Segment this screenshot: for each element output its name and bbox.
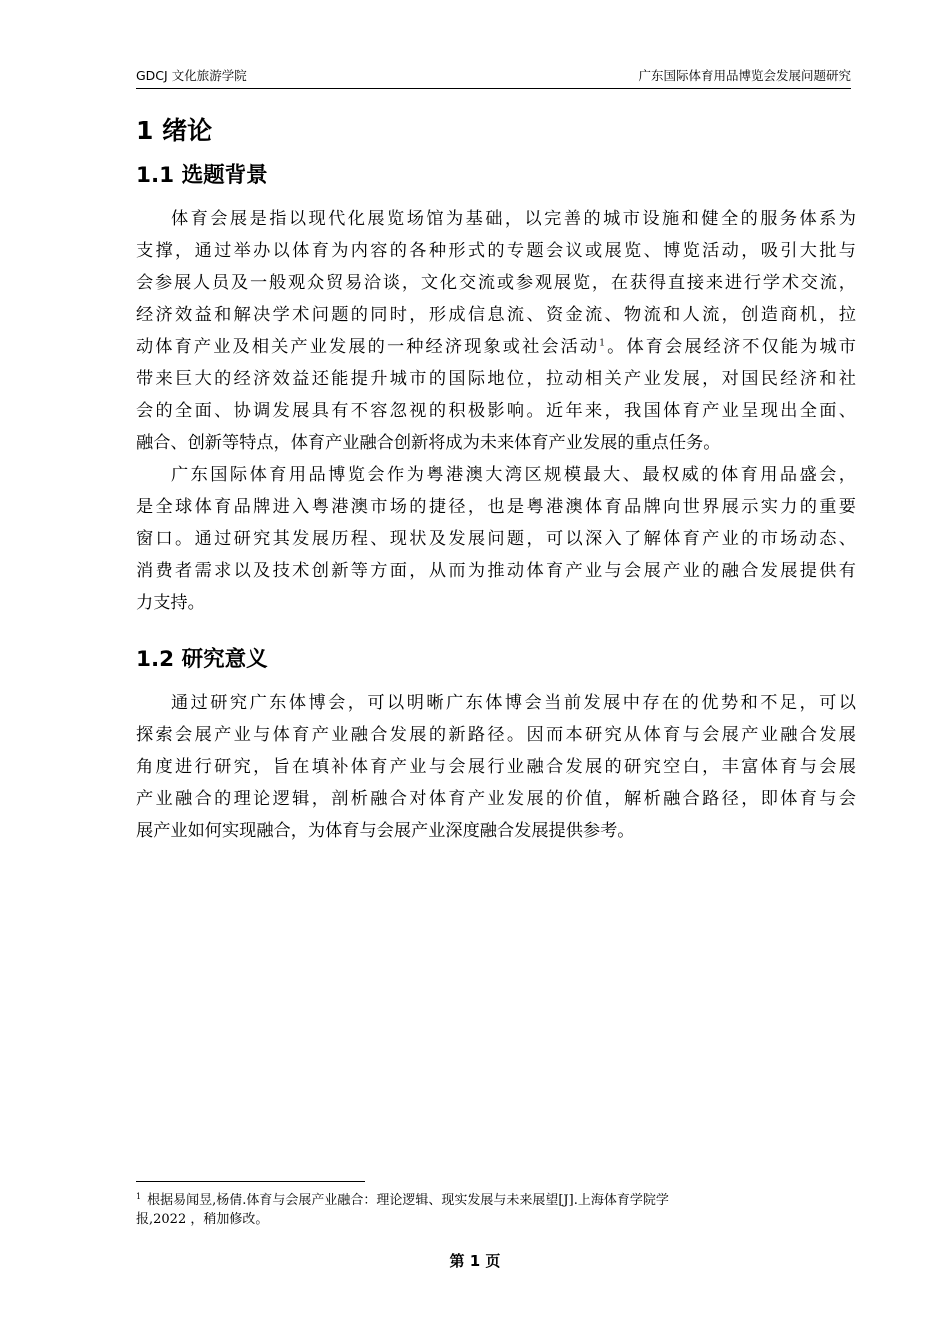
footnote-line [136,1191,851,1210]
footnote [136,1191,851,1229]
paragraph-line: 力支持。 [136,593,205,613]
header-thesis-title: 广东国际体育用品博览会发展问题研究 [638,68,851,83]
paragraph-line: 支撑，通过举办以体育为内容的各种形式的专题会议或展览、博览活动，吸引大批与 [136,241,856,261]
footnote-text: 根据易闻昱,杨倩.体育与会展产业融合：理论逻辑、现实发展与未来展望[J].上海体育学院学 [147,1193,669,1208]
chapter-title: 1 绪论 [136,116,213,145]
page-number: 第 1 页 [449,1252,501,1270]
paragraph-line: 融合、创新等特点，体育产业融合创新将成为未来体育产业发展的重点任务。 [136,433,721,453]
paragraph-line: 是全球体育品牌进入粤港澳市场的捷径，也是粤港澳体育品牌向世界展示实力的重要 [136,497,856,517]
paragraph-line: 带来巨大的经济效益还能提升城市的国际地位，拉动相关产业发展，对国民经济和社 [136,369,856,389]
footnote-divider [136,1181,365,1182]
section-heading-significance: 1.2 研究意义 [136,647,268,672]
paragraph-text: 动体育产业及相关产业发展的一种经济现象或社会活动 [136,337,600,357]
paragraph-line: 展产业如何实现融合，为体育与会展产业深度融合发展提供参考。 [136,821,635,841]
paragraph-line: 经济效益和解决学术问题的同时，形成信息流、资金流、物流和人流，创造商机，拉 [136,305,856,325]
paragraph-line: 角度进行研究，旨在填补体育产业与会展行业融合发展的研究空白，丰富体育与会展 [136,757,856,777]
page-header [136,66,851,88]
paragraph-line: 体育会展是指以现代化展览场馆为基础，以完善的城市设施和健全的服务体系为 [171,209,856,229]
footnote-line: 报,2022 ，稍加修改。 [136,1212,269,1227]
paragraph-line: 窗口。通过研究其发展历程、现状及发展问题，可以深入了解体育产业的市场动态、 [136,529,856,549]
header-institution: GDCJ 文化旅游学院 [136,68,247,83]
paragraph-line: 通过研究广东体博会，可以明晰广东体博会当前发展中存在的优势和不足，可以 [171,693,856,713]
paragraph-significance [136,687,856,847]
paragraph-background-2 [136,459,856,619]
paragraph-line: 消费者需求以及技术创新等方面，从而为推动体育产业与会展产业的融合发展提供有 [136,561,856,581]
paragraph-line: 探索会展产业与体育产业融合发展的新路径。因而本研究从体育与会展产业融合发展 [136,725,856,745]
paragraph-line: 会参展人员及一般观众贸易洽谈，文化交流或参观展览，在获得直接来进行学术交流， [136,273,856,293]
paragraph-line: 会的全面、协调发展具有不容忽视的积极影响。近年来，我国体育产业呈现出全面、 [136,401,856,421]
paragraph-line: 产业融合的理论逻辑，剖析融合对体育产业发展的价值，解析融合路径，即体育与会 [136,789,856,809]
paragraph-background-1 [136,203,856,459]
paragraph-line-with-footnote [136,331,856,363]
paragraph-text: 。体育会展经济不仅能为城市 [605,337,856,357]
section-heading-background: 1.1 选题背景 [136,163,268,188]
paragraph-line: 广东国际体育用品博览会作为粤港澳大湾区规模最大、最权威的体育用品盛会， [171,465,856,485]
footnote-marker: 1 [136,1191,142,1201]
footnote-reference[interactable]: 1 [599,338,606,349]
header-divider [136,88,851,89]
